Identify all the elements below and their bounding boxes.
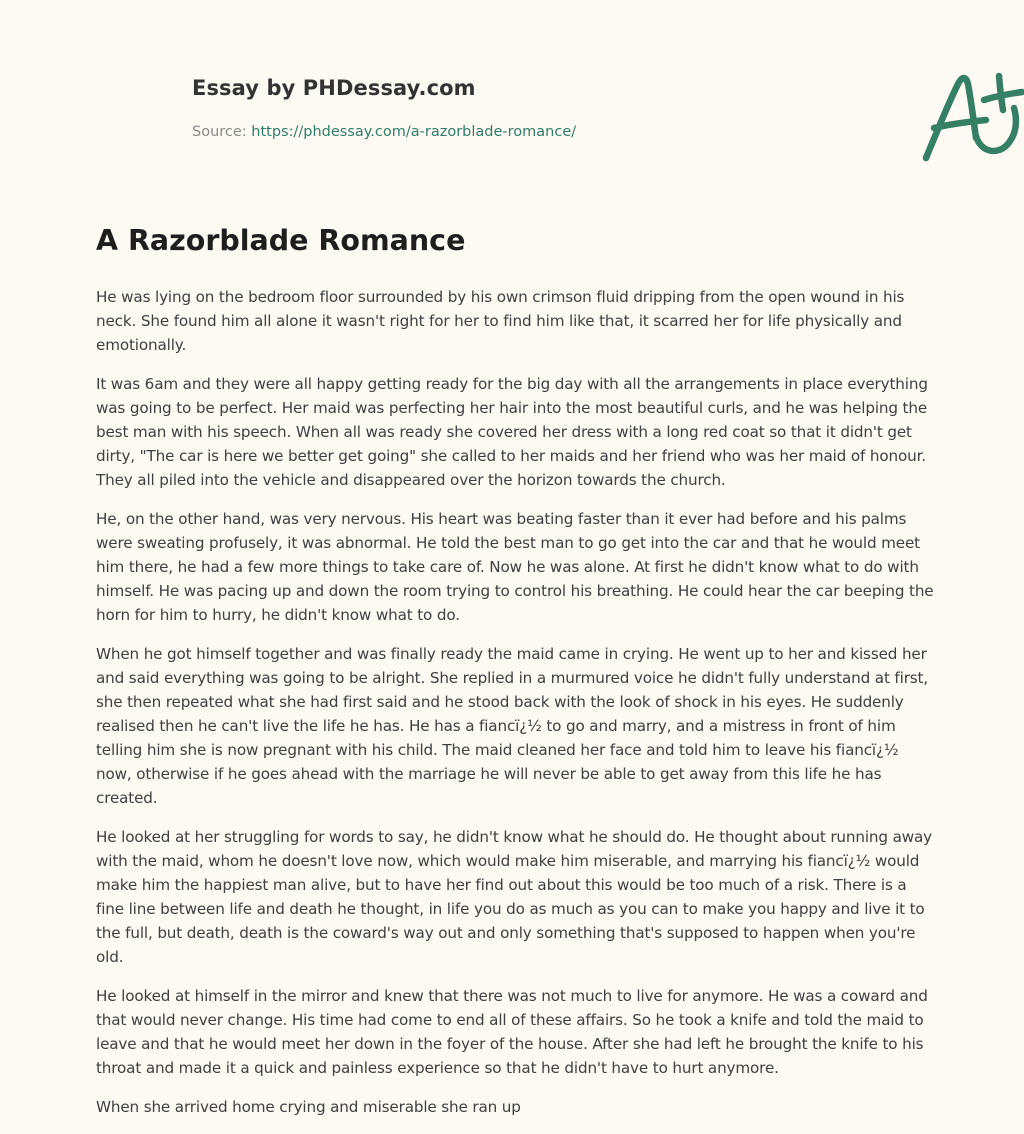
essay-paragraph: He looked at himself in the mirror and knew that there was not much to live for anymore. He was a coward and that would never change. His time had come to end all of these affairs. So he took a knife and told the maid to leave and that he would meet her down in the foyer of the house. After she had left he brought the knife to his throat and made it a quick and painless experience so that he didn't have to hurt anymore. [96, 987, 928, 1077]
source-label: Source: [192, 124, 247, 140]
essay-paragraph: When he got himself together and was finally ready the maid came in crying. He went up to her and kissed her and said everything was going to be alright. She replied in a murmured voice he didn't fully understand at first, she then repeated what she had first said and he stood back with the look of shock in his eyes. He suddenly realised then he can't live the life he has. He has a fiancï¿½ to go and marry, and a mistress in front of him telling him she is now pregnant with his child. The maid cleaned her face and told him to leave his fiancï¿½ now, otherwise if he goes ahead with the marriage he will never be able to get away from this life he has created. [96, 645, 929, 807]
essay-body [96, 285, 936, 1134]
essay-paragraph: It was 6am and they were all happy getting ready for the big day with all the arrangements in place everything was going to be perfect. Her maid was perfecting her hair into the most beautiful curls, and he was helping the best man with his speech. When all was ready she covered her dress with a long red coat so that it didn't get dirty, "The car is here we better get going" she called to her maids and her friend who was her maid of honour. They all piled into the vehicle and disappeared over the horizon towards the church. [96, 375, 928, 489]
essay-paragraph: He looked at her struggling for words to say, he didn't know what he should do. He thought about running away with the maid, whom he doesn't love now, which would make him miserable, and marrying his fiancï¿½ would make him the happiest man alive, but to have her find out about this would be too much of a risk. There is a fine line between life and death he thought, in life you do as much as you can to make you happy and live it to the full, but death, death is the coward's way out and only something that's supposed to happen when you're old. [96, 828, 932, 966]
essay-paragraph: He was lying on the bedroom floor surrounded by his own crimson fluid dripping from the open wound in his neck. She found him all alone it wasn't right for her to find him like that, it scarred her for life physically and emotionally. [96, 288, 905, 354]
page-header [96, 0, 928, 200]
source-link[interactable]: https://phdessay.com/a-razorblade-romance/ [251, 124, 577, 140]
essay-paragraph: He, on the other hand, was very nervous. His heart was beating faster than it ever had before and his palms were sweating profusely, it was abnormal. He told the best man to go get into the car and that he would meet him there, he had a few more things to take care of. Now he was alone. At first he didn't know what to do with himself. He was pacing up and down the room trying to control his breathing. He could hear the car beeping the horn for him to hurry, he didn't know what to do. [96, 510, 934, 624]
essay-title: A Razorblade Romance [96, 224, 466, 257]
source-line [192, 124, 576, 140]
essay-paragraph: When she arrived home crying and miserable she ran up [96, 1098, 521, 1116]
site-title: Essay by PHDessay.com [192, 76, 476, 100]
a-plus-grade-icon [914, 62, 1024, 172]
